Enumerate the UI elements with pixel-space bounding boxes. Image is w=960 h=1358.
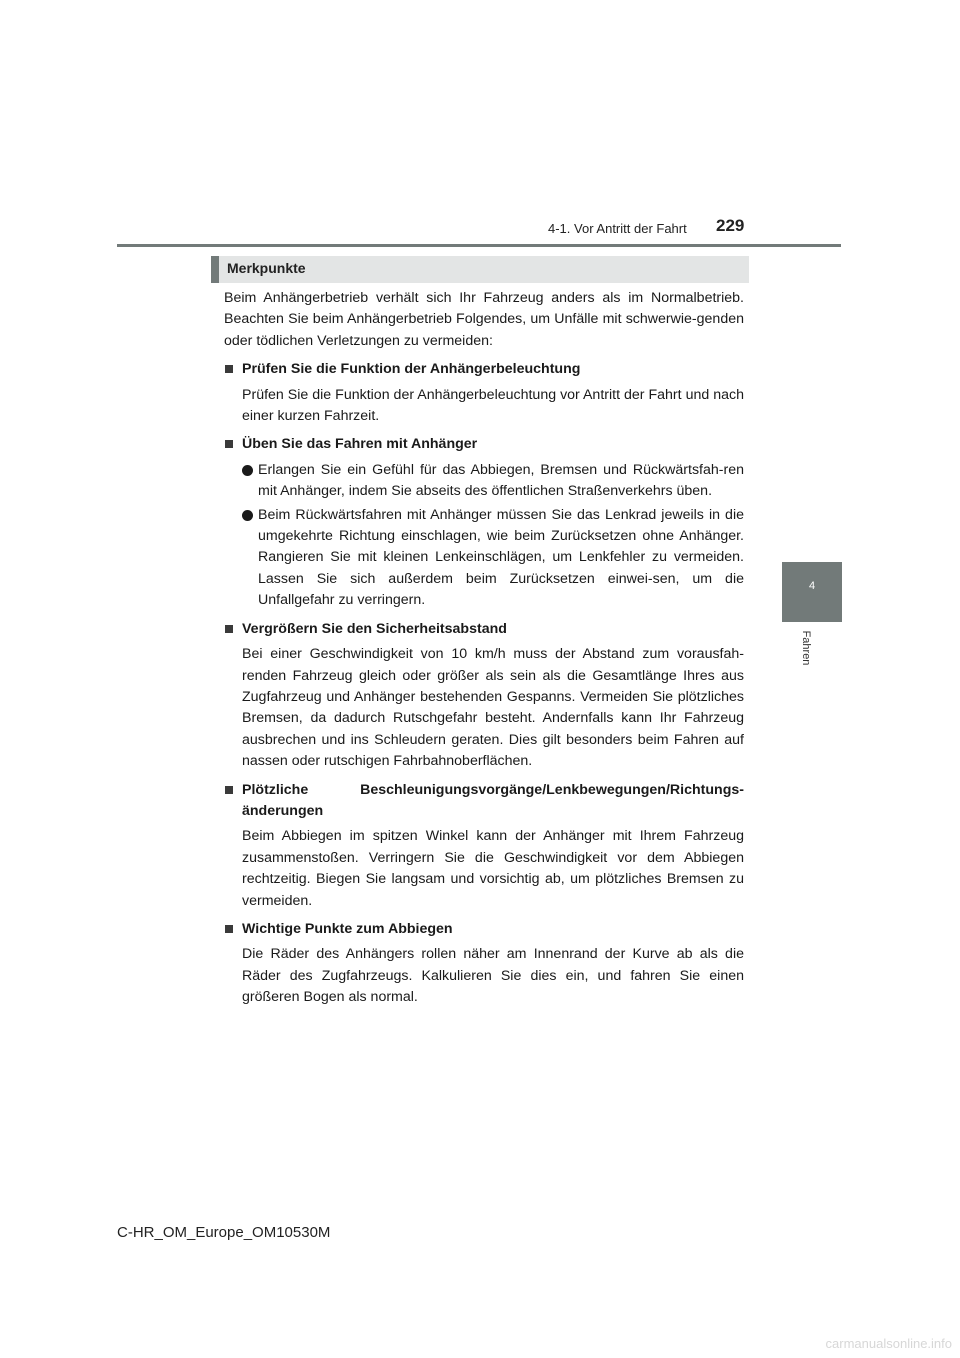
section-heading (224, 434, 744, 455)
section-heading (224, 359, 744, 380)
section-heading (224, 619, 744, 640)
section-heading-text: Vergrößern Sie den Sicherheitsabstand (242, 620, 507, 637)
bullet-item (224, 505, 744, 612)
chapter-tab (782, 562, 842, 622)
section-heading-text: Plötzliche Beschleunigungsvorgänge/Lenkbewegungen/Richtungs- (242, 781, 744, 798)
caution-box-content (224, 288, 744, 1016)
round-bullet-icon (242, 465, 253, 476)
chapter-number: 4 (808, 580, 816, 592)
header-rule (117, 244, 841, 247)
bullet-item (224, 460, 744, 503)
square-bullet-icon (225, 786, 233, 794)
section-body: Bei einer Geschwindigkeit von 10 km/h muss der Abstand zum vorausfah-renden Fahrzeug gleich oder größer als sein als die Gesamtlänge Ihres aus Zugfahrzeug und Anhänger bestehenden Gespanns. Vermeiden Sie plötzliches Bremsen, da dadurch Rutschgefahr besteht. Andernfalls kann Ihr Fahrzeug ausbrechen und ins Schleudern geraten. Dies gilt besonders beim Fahren auf nassen oder rutschigen Fahrbahnoberflächen. (242, 646, 744, 770)
section-heading (224, 780, 744, 801)
section-body: Beim Abbiegen im spitzen Winkel kann der Anhänger mit Ihrem Fahrzeug zusammenstoßen. Verringern Sie die Geschwindigkeit vor dem Abbiegen rechtzeitig. Biegen Sie langsam und vorsichtig ab, um plötzliches Bremsen zu vermeiden. (242, 828, 744, 909)
bullet-text: Beim Rückwärtsfahren mit Anhänger müssen Sie das Lenkrad jeweils in die umgekehrte Richtung einschlagen, wie beim Zurücksetzen ohne Anhänger. Rangieren Sie mit kleinen Lenkeinschlägen, um Lenkfehler zu vermeiden. Lassen Sie sich außerdem beim Zurücksetzen einwei-sen, um die Unfallgefahr zu verringern. (258, 506, 744, 609)
section-heading (224, 919, 744, 940)
running-header-section: 4-1. Vor Antritt der Fahrt (548, 221, 687, 236)
section-heading-text: Prüfen Sie die Funktion der Anhängerbeleuchtung (242, 361, 581, 378)
section-heading-continuation: änderungen (242, 802, 324, 819)
caution-box-header (211, 256, 749, 283)
square-bullet-icon (225, 365, 233, 373)
section-body: Prüfen Sie die Funktion der Anhängerbeleuchtung vor Antritt der Fahrt und nach einer kurzen Fahrzeit. (242, 386, 744, 425)
section-body: Die Räder des Anhängers rollen näher am Innenrand der Kurve ab als die Räder des Zugfahrzeugs. Kalkulieren Sie dies ein, und fahren Sie einen größeren Bogen als normal. (242, 946, 744, 1006)
section-heading-text: Wichtige Punkte zum Abbiegen (242, 920, 453, 937)
square-bullet-icon (225, 925, 233, 933)
square-bullet-icon (225, 440, 233, 448)
round-bullet-icon (242, 510, 253, 521)
square-bullet-icon (225, 625, 233, 633)
watermark: carmanualsonline.info (825, 1336, 952, 1351)
caution-box-title: Merkpunkte (227, 260, 306, 276)
footer-doc-code: C-HR_OM_Europe_OM10530M (117, 1224, 331, 1241)
section-heading-text: Üben Sie das Fahren mit Anhänger (242, 436, 478, 453)
bullet-text: Erlangen Sie ein Gefühl für das Abbiegen, Bremsen und Rückwärtsfah-ren mit Anhänger, indem Sie abseits des öffentlichen Straßenverkehrs üben. (258, 461, 744, 500)
intro-paragraph: Beim Anhängerbetrieb verhält sich Ihr Fahrzeug anders als im Normalbetrieb. Beachten Sie beim Anhängerbetrieb Folgendes, um Unfälle mit schwerwie-genden oder tödlichen Verletzungen zu vermeiden: (224, 290, 744, 349)
page-number: 229 (716, 216, 745, 235)
chapter-label: Fahren (800, 630, 812, 666)
